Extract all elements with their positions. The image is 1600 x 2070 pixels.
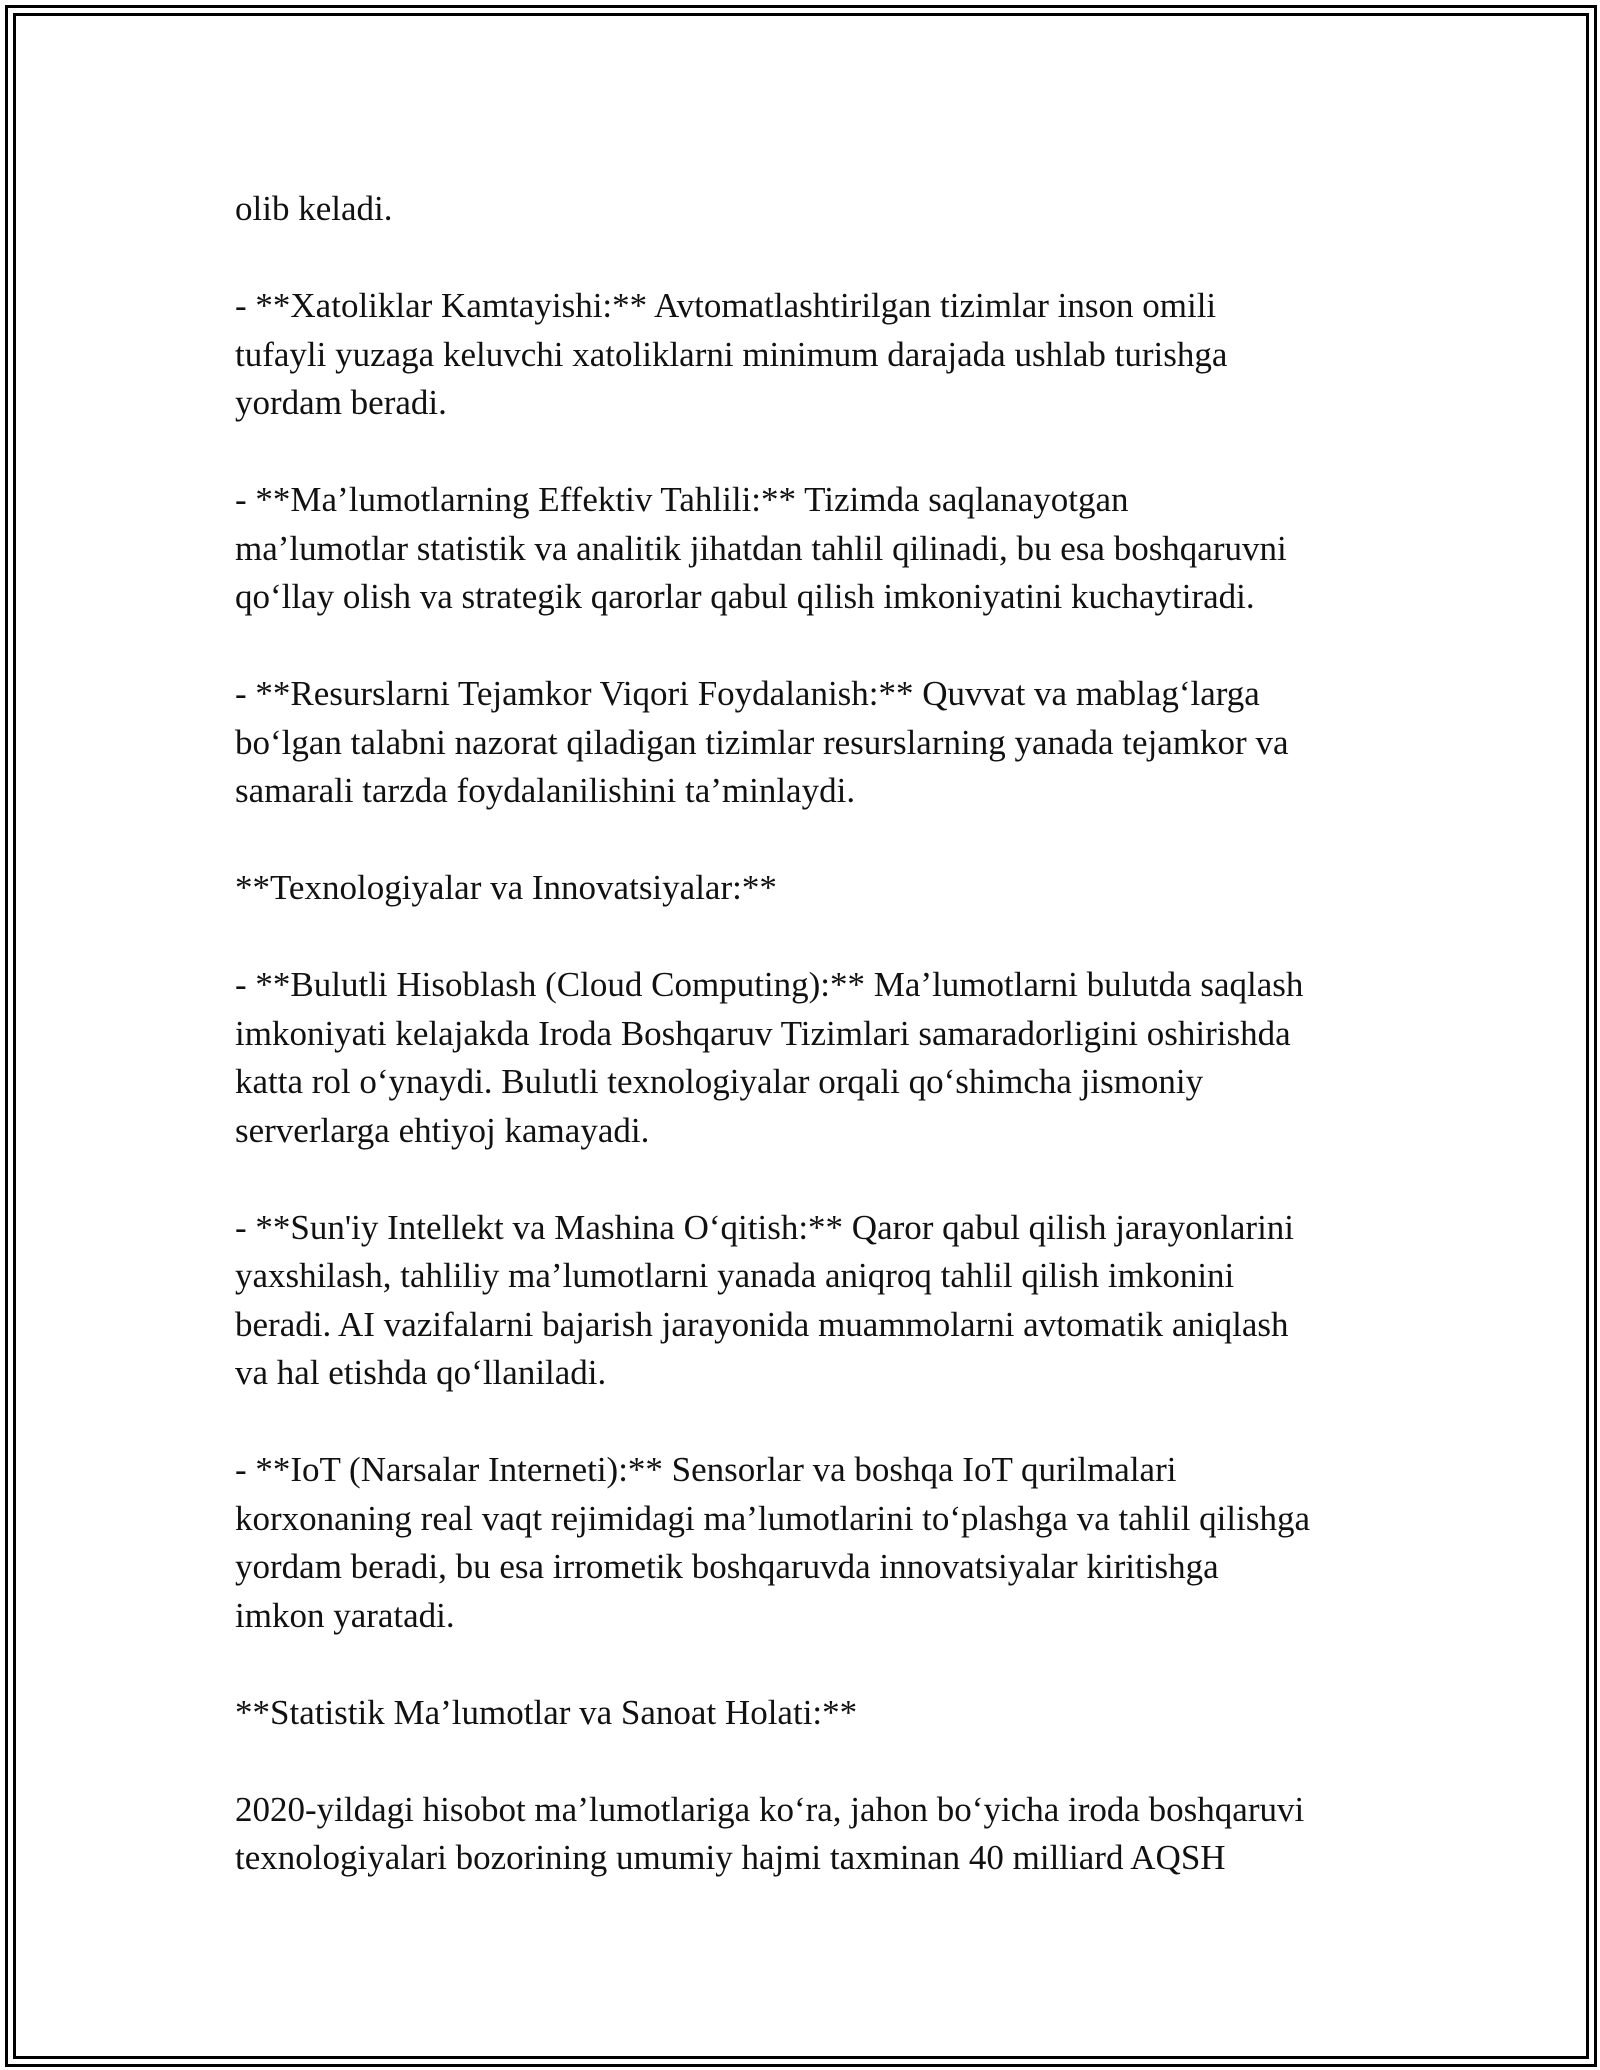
text-line: katta rol o‘ynaydi. Bulutli texnologiyalar orqali qo‘shimcha jismoniy <box>235 1062 1204 1101</box>
text-line: imkoniyati kelajakda Iroda Boshqaruv Tizimlari samaradorligini oshirishda <box>235 1013 1291 1053</box>
text-line: **Statistik Ma’lumotlar va Sanoat Holati:** <box>235 1692 858 1732</box>
section-heading-texnologiyalar <box>235 864 1375 913</box>
text-line: texnologiyalari bozorining umumiy hajmi taxminan 40 milliard AQSH <box>235 1838 1226 1877</box>
text-line: yaxshilash, tahliliy ma’lumotlarni yanada aniqroq tahlil qilish imkonini <box>235 1256 1235 1295</box>
bullet-iot <box>235 1446 1375 1640</box>
text-line: qo‘llay olish va strategik qarorlar qabul qilish imkoniyatini kuchaytiradi. <box>235 577 1255 616</box>
text-line: 2020-yildagi hisobot ma’lumotlariga ko‘ra, jahon bo‘yicha iroda boshqaruvi <box>235 1789 1305 1829</box>
text-line: - **Sun'iy Intellekt va Mashina O‘qitish:** Qaror qabul qilish jarayonlarini <box>235 1207 1295 1247</box>
text-line: samarali tarzda foydalanilishini ta’minlaydi. <box>235 771 856 810</box>
text-line: serverlarga ehtiyoj kamayadi. <box>235 1110 650 1150</box>
text-line: korxonaning real vaqt rejimidagi ma’lumotlarini to‘plashga va tahlil qilishga <box>235 1498 1311 1538</box>
paragraph-statistics <box>235 1786 1375 1883</box>
text-line: bo‘lgan talabni nazorat qiladigan tizimlar resurslarning yanada tejamkor va <box>235 722 1289 762</box>
text-line: - **IoT (Narsalar Interneti):** Sensorlar va boshqa IoT qurilmalari <box>235 1450 1177 1489</box>
bullet-suniy-intellekt <box>235 1204 1375 1398</box>
section-heading-statistik <box>235 1689 1375 1738</box>
paragraph-continuation <box>235 185 1375 234</box>
text-line: olib keladi. <box>235 189 393 228</box>
bullet-resurslarni-tejamkor <box>235 670 1375 816</box>
text-line: - **Xatoliklar Kamtayishi:** Avtomatlashtirilgan tizimlar inson omili <box>235 286 1217 325</box>
text-line: **Texnologiyalar va Innovatsiyalar:** <box>235 868 777 907</box>
text-line: yordam beradi. <box>235 383 447 422</box>
bullet-malumotlarning-effektiv-tahlili <box>235 476 1375 622</box>
text-line: yordam beradi, bu esa irrometik boshqaruvda innovatsiyalar kiritishga <box>235 1547 1219 1586</box>
bullet-xatoliklar-kamtayishi <box>235 282 1375 428</box>
text-line: - **Ma’lumotlarning Effektiv Tahlili:** Tizimda saqlanayotgan <box>235 480 1129 519</box>
text-line: va hal etishda qo‘llaniladi. <box>235 1353 607 1392</box>
bullet-bulutli-hisoblash <box>235 961 1375 1155</box>
document-body <box>235 185 1375 1883</box>
text-line: tufayli yuzaga keluvchi xatoliklarni minimum darajada ushlab turishga <box>235 334 1228 374</box>
text-line: beradi. AI vazifalarni bajarish jarayonida muammolarni avtomatik aniqlash <box>235 1304 1289 1344</box>
text-line: ma’lumotlar statistik va analitik jihatdan tahlil qilinadi, bu esa boshqaruvni <box>235 528 1287 568</box>
text-line: - **Bulutli Hisoblash (Cloud Computing):** Ma’lumotlarni bulutda saqlash <box>235 965 1304 1004</box>
text-line: imkon yaratadi. <box>235 1595 455 1635</box>
text-line: - **Resurslarni Tejamkor Viqori Foydalanish:** Quvvat va mablag‘larga <box>235 674 1260 713</box>
